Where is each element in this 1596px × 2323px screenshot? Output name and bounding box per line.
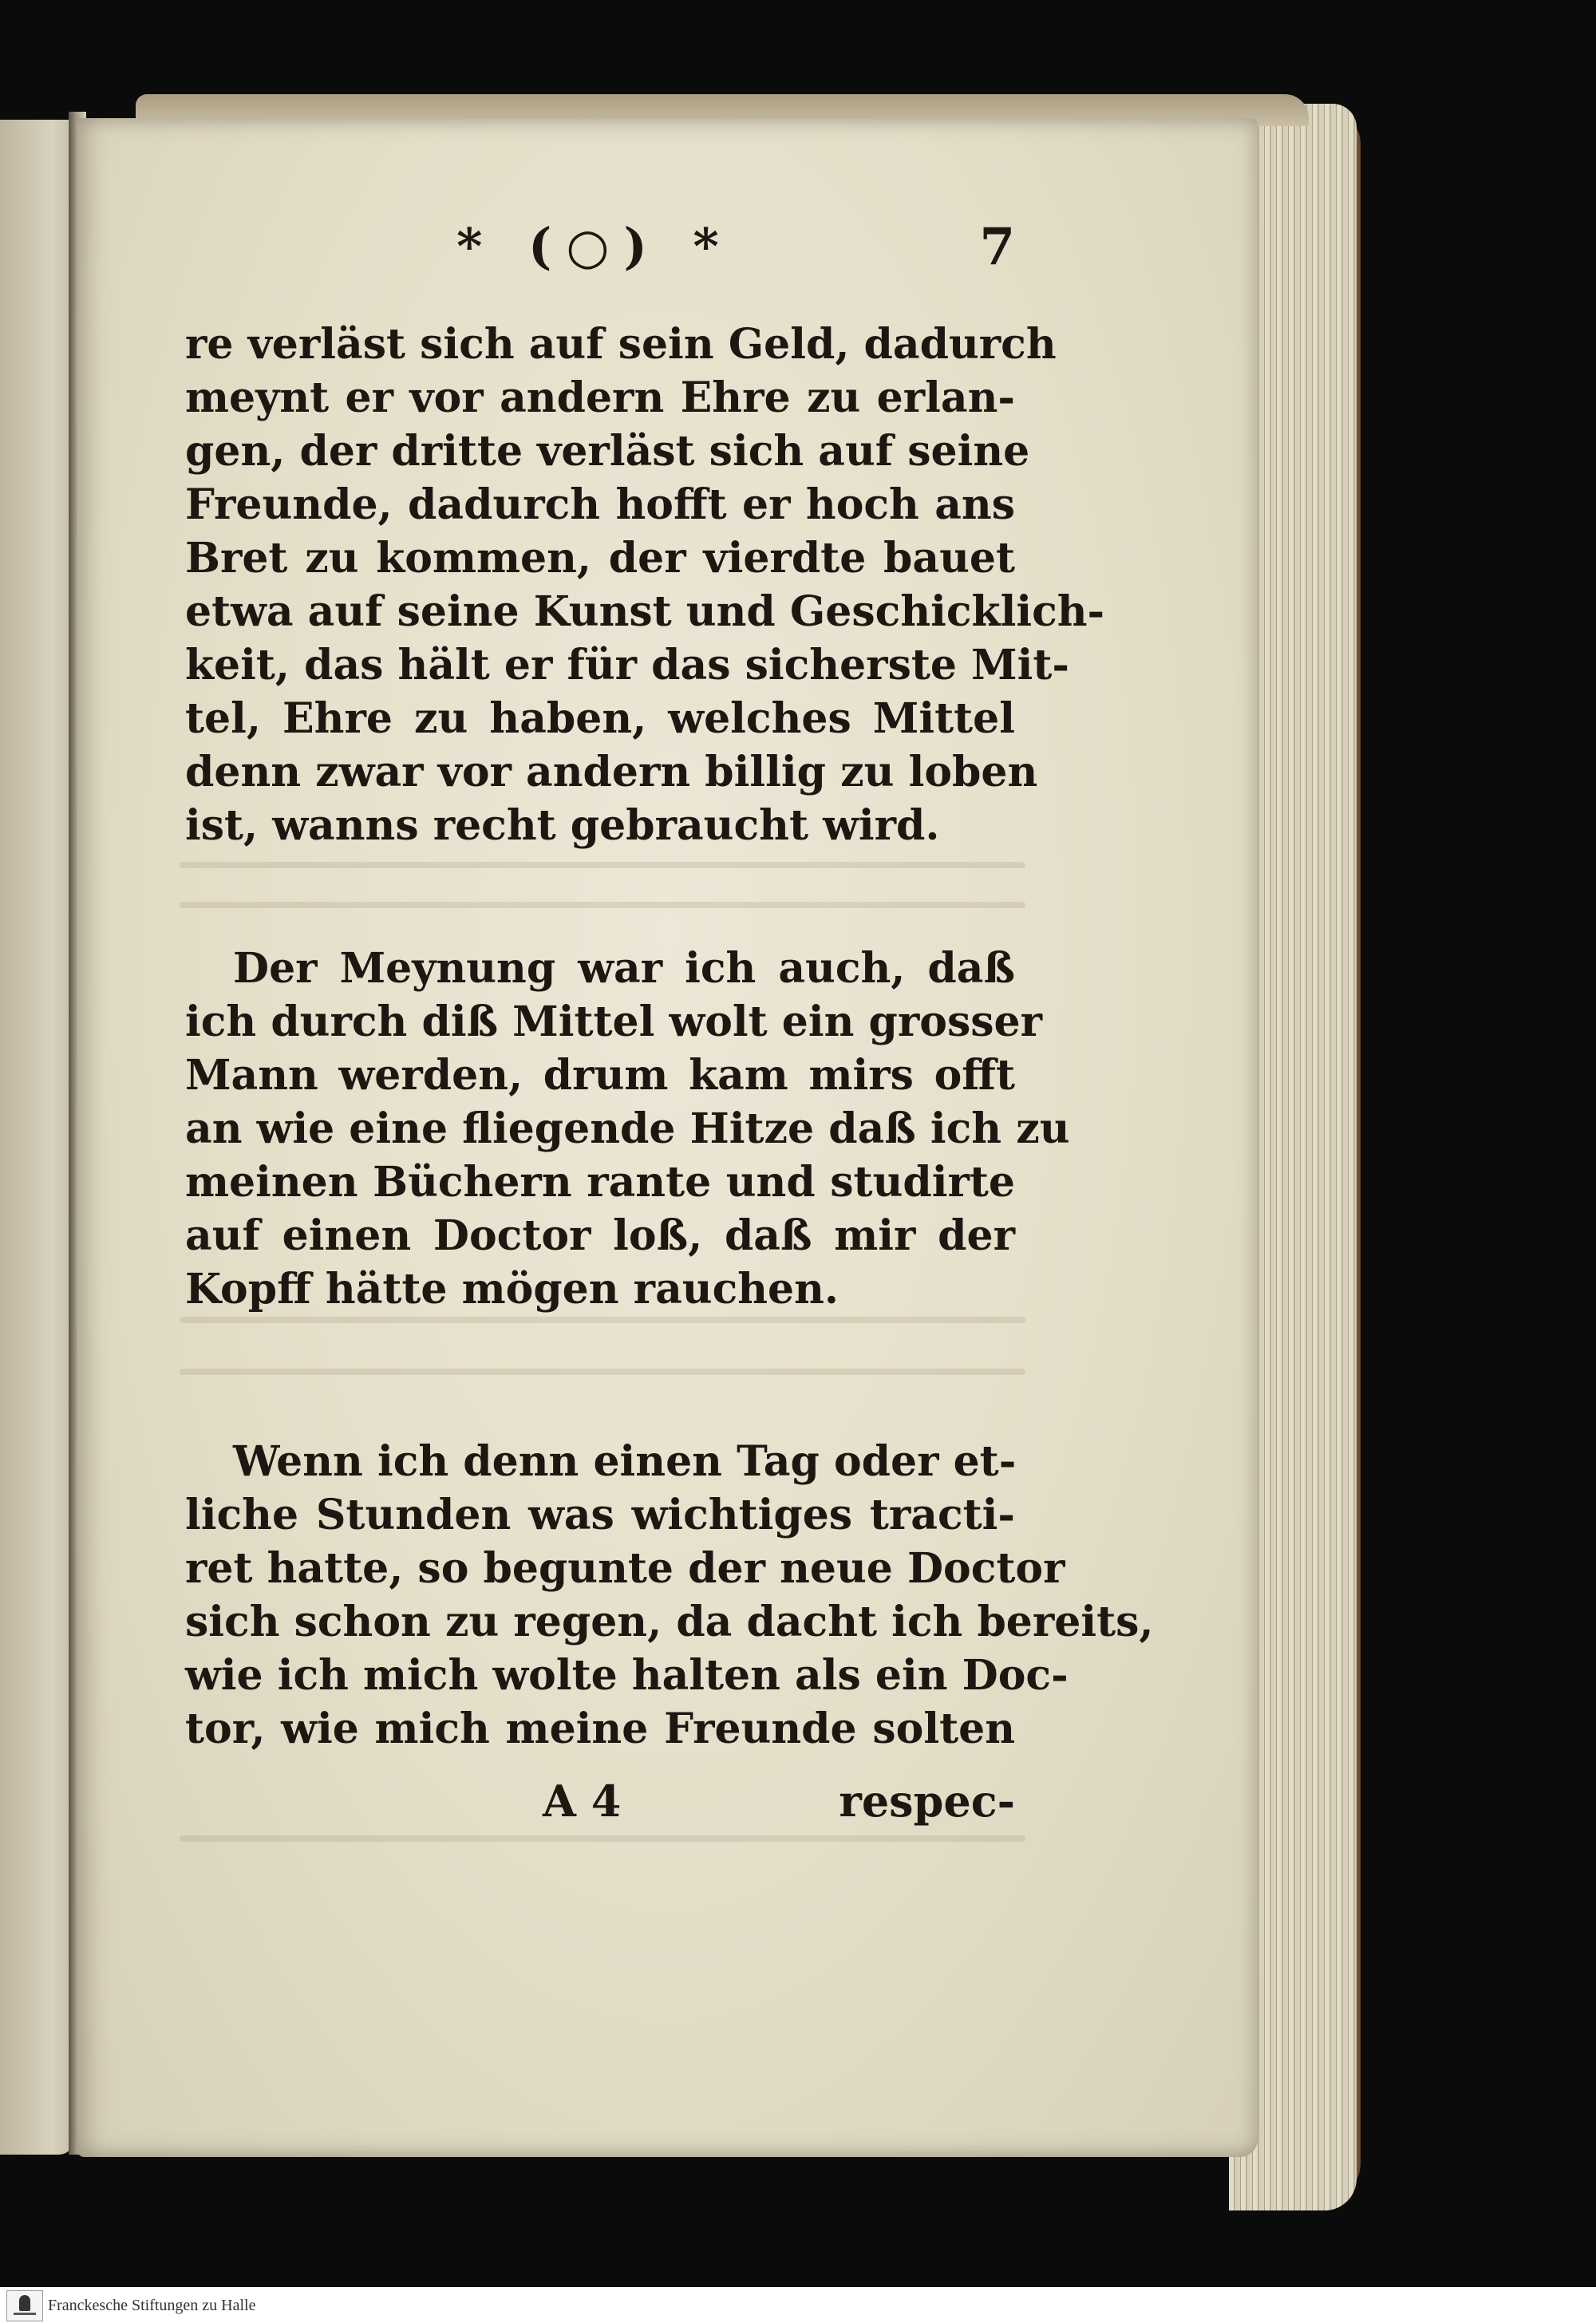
text-line: wie ich mich wolte halten als ein Doc- bbox=[185, 1651, 1069, 1700]
signature-mark: A 4 bbox=[543, 1776, 622, 1827]
text-line: meinen Büchern rante und studirte bbox=[185, 1158, 1015, 1207]
previous-page-edge bbox=[0, 120, 73, 2155]
text-line: tel, Ehre zu haben, welches Mittel bbox=[185, 694, 1015, 743]
text-line: tor, wie mich meine Freunde solten bbox=[185, 1705, 1015, 1753]
paragraph-3 bbox=[185, 1435, 1154, 1756]
institution-logo-icon bbox=[6, 2290, 43, 2321]
text-line: Bret zu kommen, der vierdte bauet bbox=[185, 534, 1015, 583]
paragraph-2 bbox=[185, 942, 1070, 1316]
running-head bbox=[185, 217, 1015, 281]
text-line: keit, das hält er für das sicherste Mit- bbox=[185, 641, 1069, 689]
page-footer-line bbox=[185, 1776, 1015, 1831]
text-line: Mann werden, drum kam mirs offt bbox=[185, 1051, 1015, 1100]
institution-name: Franckesche Stiftungen zu Halle bbox=[48, 2297, 256, 2314]
institution-footer-bar bbox=[0, 2287, 1596, 2323]
text-line: meynt er vor andern Ehre zu erlan- bbox=[185, 373, 1015, 422]
text-line: liche Stunden was wichtiges tracti- bbox=[185, 1491, 1015, 1539]
header-ornament: * (○) * bbox=[456, 217, 733, 275]
bleed-through-line bbox=[180, 1317, 1025, 1323]
text-line: sich schon zu regen, da dacht ich bereits, bbox=[185, 1598, 1154, 1646]
bleed-through-line bbox=[180, 1369, 1025, 1375]
text-line: etwa auf seine Kunst und Geschicklich- bbox=[185, 587, 1105, 636]
text-line: ist, wanns recht gebraucht wird. bbox=[185, 801, 940, 850]
text-line: denn zwar vor andern billig zu loben bbox=[185, 748, 1038, 796]
text-line: Wenn ich denn einen Tag oder et- bbox=[233, 1437, 1017, 1486]
text-line: auf einen Doctor loß, daß mir der bbox=[185, 1211, 1015, 1260]
text-line: Kopff hätte mögen rauchen. bbox=[185, 1265, 839, 1314]
text-line: ich durch diß Mittel wolt ein grosser bbox=[185, 998, 1043, 1046]
text-line: ret hatte, so begunte der neue Doctor bbox=[185, 1544, 1065, 1593]
bleed-through-line bbox=[180, 862, 1025, 868]
paragraph-1 bbox=[185, 318, 1105, 852]
text-line: re verläst sich auf sein Geld, dadurch bbox=[185, 320, 1057, 369]
bleed-through-line bbox=[180, 1835, 1025, 1842]
text-line: Der Meynung war ich auch, daß bbox=[233, 944, 1015, 993]
text-line: gen, der dritte verläst sich auf seine bbox=[185, 427, 1030, 476]
text-line: an wie eine fliegende Hitze daß ich zu bbox=[185, 1104, 1070, 1153]
text-line: Freunde, dadurch hofft er hoch ans bbox=[185, 480, 1015, 529]
page-number: 7 bbox=[979, 217, 1015, 277]
bleed-through-line bbox=[180, 902, 1025, 908]
catchword: respec- bbox=[839, 1776, 1015, 1827]
